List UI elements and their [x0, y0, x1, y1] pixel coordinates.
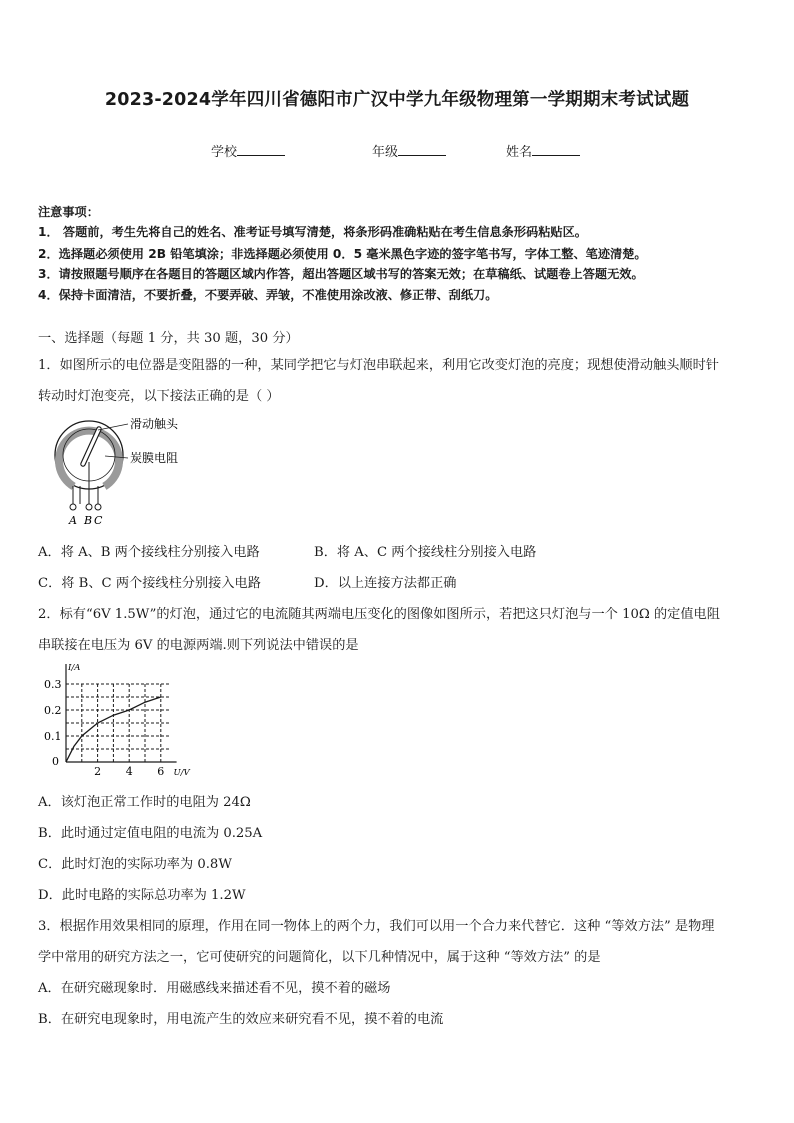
school-label: 学校: [211, 145, 238, 160]
name-label: 姓名: [506, 145, 533, 160]
note-item: 2．选择题必须使用 2B 铅笔填涂；非选择题必须使用 0．5 毫米黑色字迹的签字笔书写，字体工整、笔迹清楚。: [38, 247, 647, 261]
q1-option-a: A．将 A、B 两个接线柱分别接入电路: [38, 545, 260, 560]
grade-label: 年级: [372, 145, 399, 160]
q1-option-d: D．以上连接方法都正确: [314, 576, 457, 591]
section-heading: 一、选择题（每题 1 分，共 30 题，30 分）: [38, 331, 299, 346]
q2-option-a: A．该灯泡正常工作时的电阻为 24Ω: [38, 795, 251, 810]
school-field: [211, 141, 285, 160]
note-item: 3．请按照题号顺序在各题目的答题区域内作答，超出答题区域书写的答案无效；在草稿纸、试题卷上答题无效。: [38, 267, 644, 281]
q3-option-a: A．在研究磁现象时．用磁感线来描述看不见，摸不着的磁场: [38, 981, 391, 996]
q2-option-c: C．此时灯泡的实际功率为 0.8W: [38, 857, 232, 872]
y-tick-label: 0.1: [44, 730, 62, 743]
x-tick-label: 6: [157, 765, 165, 778]
terminal-a-label: A: [69, 514, 77, 527]
x-tick-label: 2: [94, 765, 102, 778]
q3-stem-line2: 学中常用的研究方法之一，它可使研究的问题简化，以下几种情况中，属于这种 “等效方法” 的是: [38, 950, 601, 965]
name-blank: [532, 142, 580, 156]
x-axis-label: U/V: [173, 768, 190, 778]
y-tick-label: 0.2: [44, 704, 62, 717]
note-item: 4．保持卡面清洁，不要折叠，不要弄破、弄皱，不准使用涂改液、修正带、刮纸刀。: [38, 288, 498, 302]
film-resistor-label: 炭膜电阻: [130, 451, 179, 465]
terminal-c-label: C: [94, 514, 103, 527]
x-tick-label: 4: [125, 765, 133, 778]
q2-option-b: B．此时通过定值电阻的电流为 0.25A: [38, 826, 263, 841]
q1-option-b: B．将 A、C 两个接线柱分别接入电路: [314, 545, 537, 560]
grade-field: [372, 141, 446, 160]
notes-heading: 注意事项：: [38, 205, 99, 219]
q2-stem-line1: 2．标有“6V 1.5W”的灯泡，通过它的电流随其两端电压变化的图像如图所示，若把这只灯泡与一个 10Ω 的定值电阻: [38, 607, 720, 622]
page-title: 2023-2024学年四川省德阳市广汉中学九年级物理第一学期期末考试试题: [104, 90, 690, 110]
name-field: [506, 141, 580, 160]
q1-stem-line2: 转动时灯泡变亮，以下接法正确的是（ ）: [38, 389, 280, 404]
q3-option-b: B．在研究电现象时，用电流产生的效应来研究看不见，摸不着的电流: [38, 1012, 444, 1027]
origin-label: 0: [52, 755, 59, 768]
y-axis-label: I/A: [68, 663, 81, 673]
terminal-b-label: B: [84, 514, 93, 527]
slider-label: 滑动触头: [130, 417, 179, 431]
q1-option-c: C．将 B、C 两个接线柱分别接入电路: [38, 576, 261, 591]
q2-stem-line2: 串联接在电压为 6V 的电源两端.则下列说法中错误的是: [38, 638, 359, 653]
y-tick-label: 0.3: [44, 678, 62, 691]
q2-option-d: D．此时电路的实际总功率为 1.2W: [38, 888, 246, 903]
potentiometer-diagram: [36, 412, 206, 532]
iv-curve-chart: [36, 660, 196, 780]
q3-stem-line1: 3．根据作用效果相同的原理，作用在同一物体上的两个力，我们可以用一个合力来代替它．这种 “等效方法” 是物理: [38, 919, 715, 934]
grade-blank: [398, 142, 446, 156]
q1-stem-line1: 1．如图所示的电位器是变阻器的一种，某同学把它与灯泡串联起来，利用它改变灯泡的亮度；现想使滑动触头顺时针: [38, 358, 719, 373]
school-blank: [237, 142, 285, 156]
note-item: 1． 答题前，考生先将自己的姓名、准考证号填写清楚，将条形码准确粘贴在考生信息条形码粘贴区。: [38, 225, 587, 239]
